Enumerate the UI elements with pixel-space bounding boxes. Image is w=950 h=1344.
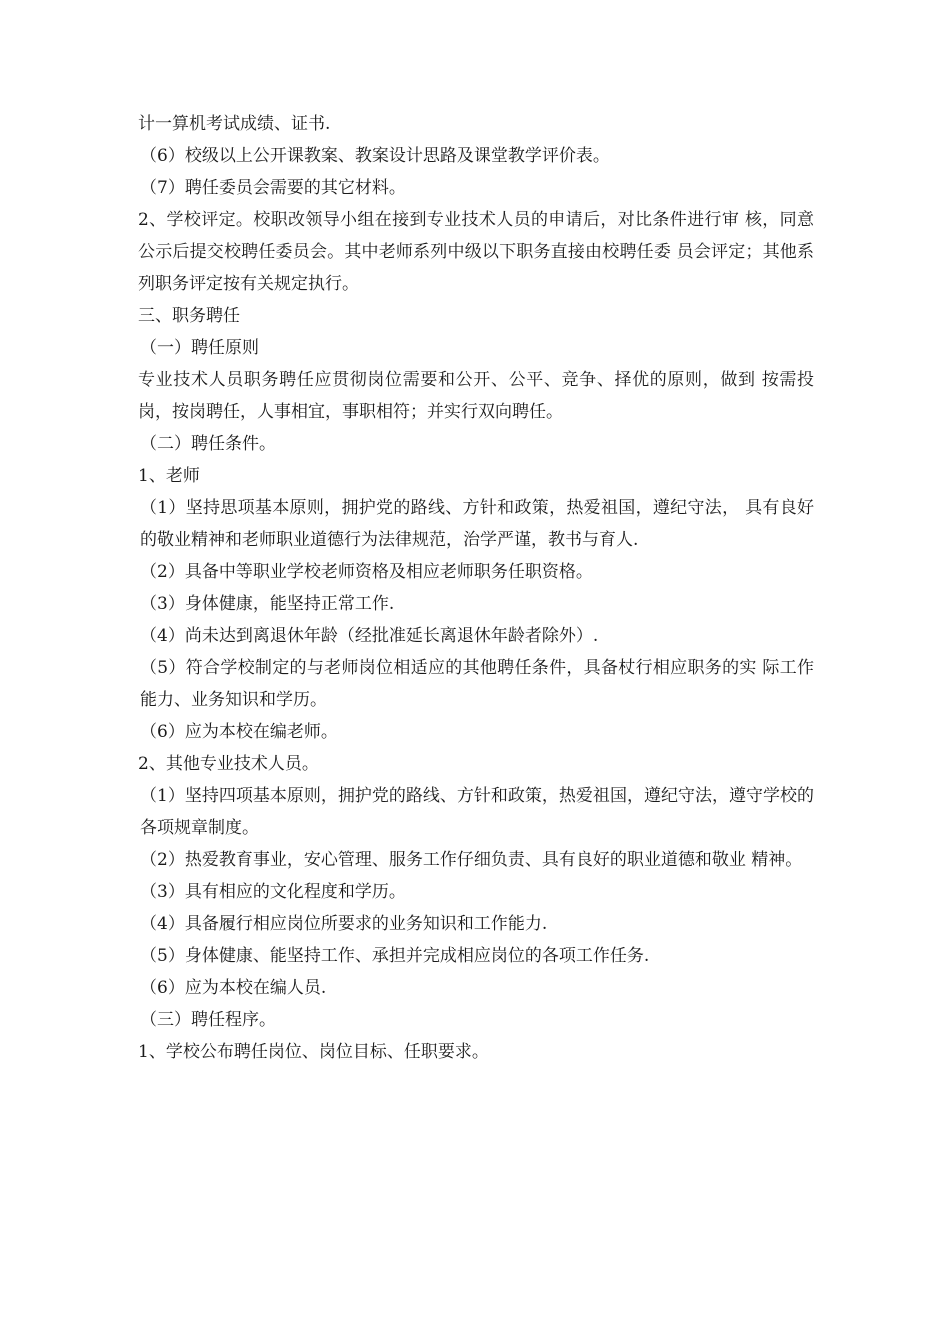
paragraph-school-evaluation: 2、学校评定。校职改领导小组在接到专业技术人员的申请后，对比条件进行审 核，同意公示后提交校聘任委员会。其中老师系列中级以下职务直接由校聘任委 员会评定；其他系列职务评定按有关规定执行。 bbox=[138, 210, 814, 294]
heading-teachers: 1、老师 bbox=[138, 466, 200, 486]
paragraph-staff-condition-6: （6）应为本校在编人员. bbox=[140, 978, 327, 998]
paragraph-teacher-condition-1: （1）坚持思项基本原则，拥护党的路线、方针和政策，热爱祖国，遵纪守法， 具有良好的敬业精神和老师职业道德行为法律规范，治学严谨，教书与育人. bbox=[140, 498, 814, 550]
paragraph-principles-text: 专业技术人员职务聘任应贯彻岗位需要和公开、公平、竞争、择优的原则，做到 按需投岗，按岗聘任，人事相宜，事职相符；并实行双向聘任。 bbox=[138, 370, 814, 422]
paragraph-teacher-condition-6: （6）应为本校在编老师。 bbox=[140, 722, 338, 742]
paragraph-teacher-condition-2: （2）具备中等职业学校老师资格及相应老师职务任职资格。 bbox=[140, 562, 593, 582]
paragraph-teacher-condition-4: （4）尚未达到离退休年龄（经批准延长离退休年龄者除外）. bbox=[140, 626, 599, 646]
paragraph-teacher-condition-3: （3）身体健康，能坚持正常工作. bbox=[140, 594, 395, 614]
paragraph-item-7-other-materials: （7）聘任委员会需要的其它材料。 bbox=[140, 178, 406, 198]
subsection-heading-principles: （一）聘任原则 bbox=[140, 338, 259, 358]
section-heading-job-appointment: 三、职务聘任 bbox=[138, 306, 240, 326]
paragraph-procedure-step-1: 1、学校公布聘任岗位、岗位目标、任职要求。 bbox=[138, 1042, 489, 1062]
paragraph-certificates: 计一算机考试成绩、证书. bbox=[138, 114, 331, 134]
subsection-heading-procedure: （三）聘任程序。 bbox=[140, 1010, 276, 1030]
paragraph-teacher-condition-5: （5）符合学校制定的与老师岗位相适应的其他聘任条件，具备杖行相应职务的实 际工作能力、业务知识和学历。 bbox=[140, 658, 814, 710]
subsection-heading-conditions: （二）聘任条件。 bbox=[140, 434, 276, 454]
paragraph-staff-condition-5: （5）身体健康、能坚持工作、承担并完成相应岗位的各项工作任务. bbox=[140, 946, 650, 966]
paragraph-staff-condition-2: （2）热爱教育事业，安心管理、服务工作仔细负责、具有良好的职业道德和敬业 精神。 bbox=[140, 850, 803, 870]
paragraph-item-6-lesson-plans: （6）校级以上公开课教案、教案设计思路及课堂教学评价表。 bbox=[140, 146, 610, 166]
paragraph-staff-condition-4: （4）具备履行相应岗位所要求的业务知识和工作能力. bbox=[140, 914, 548, 934]
paragraph-staff-condition-1: （1）坚持四项基本原则，拥护党的路线、方针和政策，热爱祖国，遵纪守法，遵守学校的各项规章制度。 bbox=[140, 786, 814, 838]
document-body bbox=[138, 108, 814, 1068]
paragraph-staff-condition-3: （3）具有相应的文化程度和学历。 bbox=[140, 882, 406, 902]
heading-other-technical-staff: 2、其他专业技术人员。 bbox=[138, 754, 319, 774]
